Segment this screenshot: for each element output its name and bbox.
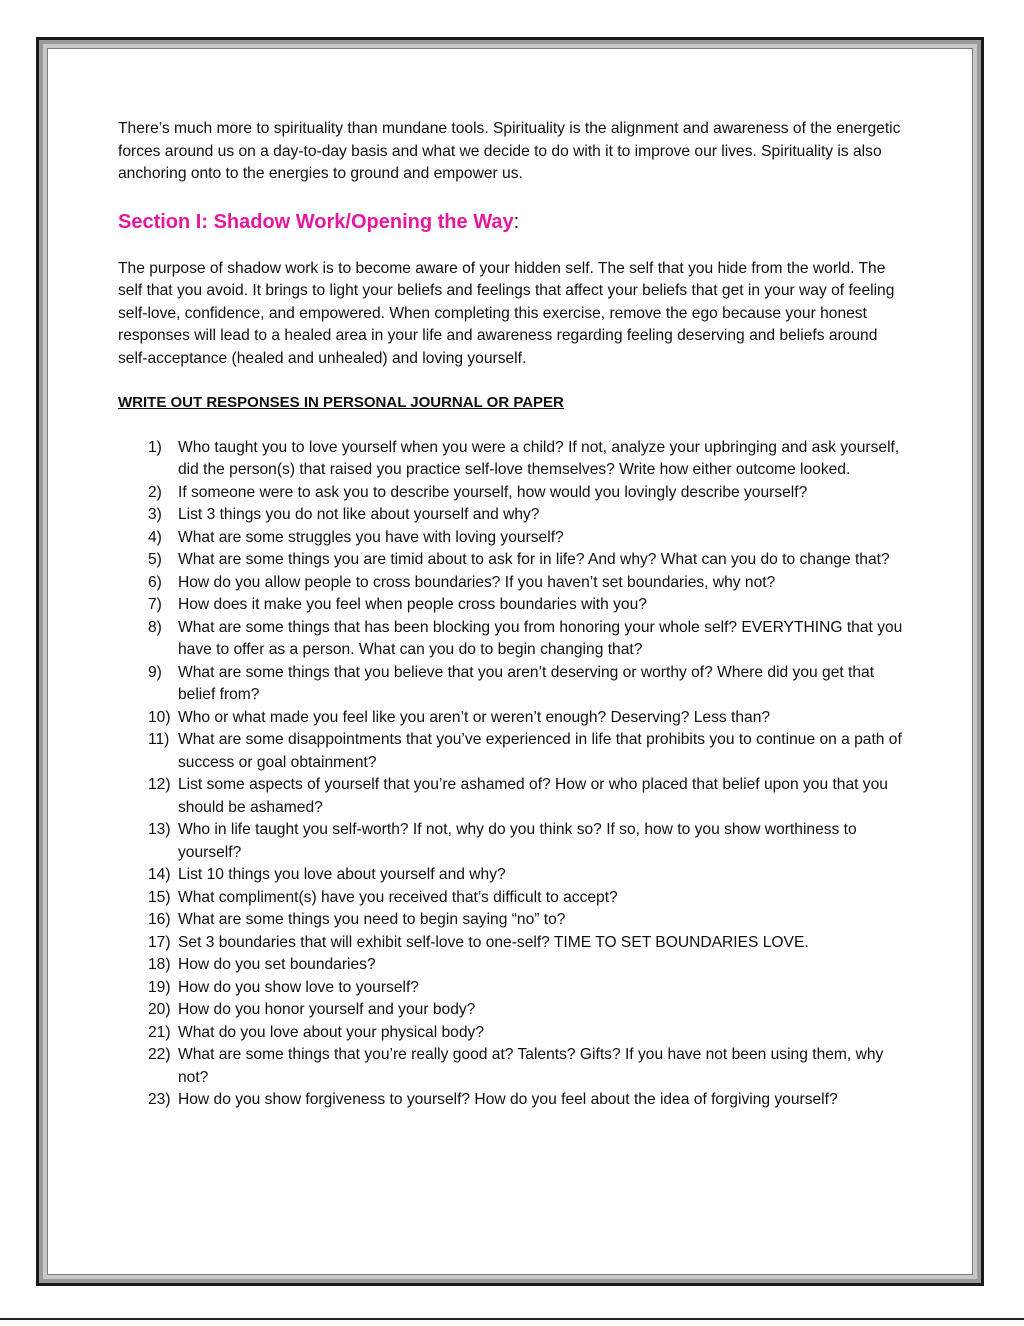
question-text: If someone were to ask you to describe yourself, how would you lovingly describe yourself? bbox=[178, 483, 808, 501]
intro-paragraph: There’s much more to spirituality than mundane tools. Spirituality is the alignment and awareness of the energetic forces around us on a day-to-day basis and what we decide to do with it to improve our lives. Spirituality is also anchoring onto to the energies to ground and empower us. bbox=[118, 120, 901, 182]
question-item bbox=[148, 1044, 908, 1089]
question-number: 14) bbox=[148, 866, 171, 883]
question-item bbox=[148, 437, 908, 482]
bottom-divider bbox=[0, 1318, 1024, 1320]
question-text: What are some things that you’re really good at? Talents? Gifts? If you have not been using them, why not? bbox=[178, 1046, 884, 1086]
question-text: What are some things that has been blocking you from honoring your whole self? EVERYTHING that you have to offer as a person. What can you do to begin changing that? bbox=[178, 618, 903, 658]
instruction-heading: WRITE OUT RESPONSES IN PERSONAL JOURNAL OR PAPER bbox=[118, 394, 564, 411]
question-item bbox=[148, 482, 908, 505]
question-item bbox=[148, 662, 908, 707]
question-text: What are some struggles you have with loving yourself? bbox=[178, 528, 564, 546]
question-number: 2) bbox=[148, 483, 162, 501]
question-text: Who or what made you feel like you aren’t or weren’t enough? Deserving? Less than? bbox=[178, 708, 771, 726]
question-item bbox=[148, 594, 908, 617]
question-item bbox=[148, 932, 908, 955]
question-number: 7) bbox=[148, 596, 162, 613]
question-text: Who taught you to love yourself when you were a child? If not, analyze your upbringing and ask yourself, did the person(s) that raised you practice self-love themselves? Write how either outcome looked. bbox=[178, 438, 900, 478]
question-item bbox=[148, 954, 908, 977]
question-text: What are some things you are timid about to ask for in life? And why? What can you do to change that? bbox=[178, 551, 890, 568]
question-number: 6) bbox=[148, 573, 162, 591]
question-item bbox=[148, 999, 908, 1022]
question-text: List 10 things you love about yourself and why? bbox=[178, 866, 506, 883]
section-paragraph: The purpose of shadow work is to become aware of your hidden self. The self that you hide from the world. The self that you avoid. It brings to light your beliefs and feelings that affect your beliefs that get in your way of feeling self-love, confidence, and empowered. When completing this exercise, remove the ego because your honest responses will lead to a healed area in your life and awareness regarding feeling deserving and beliefs around self-acceptance (healed and unhealed) and loving yourself. bbox=[118, 259, 895, 367]
question-number: 22) bbox=[148, 1046, 171, 1063]
question-number: 20) bbox=[148, 1001, 171, 1018]
question-item bbox=[148, 977, 908, 1000]
question-number: 5) bbox=[148, 551, 162, 568]
question-number: 15) bbox=[148, 888, 171, 906]
question-number: 23) bbox=[148, 1091, 171, 1108]
question-number: 1) bbox=[148, 438, 162, 456]
section-title-colon: : bbox=[513, 210, 520, 233]
question-text: How do you set boundaries? bbox=[178, 956, 376, 973]
question-number: 4) bbox=[148, 528, 162, 546]
question-text: How does it make you feel when people cross boundaries with you? bbox=[178, 596, 647, 613]
question-text: Set 3 boundaries that will exhibit self-love to one-self? TIME TO SET BOUNDARIES LOVE. bbox=[178, 933, 809, 951]
question-number: 17) bbox=[148, 933, 171, 951]
question-item bbox=[148, 707, 908, 730]
question-item bbox=[148, 504, 908, 527]
question-text: Who in life taught you self-worth? If not, why do you think so? If so, how to you show worthiness to yourself? bbox=[178, 821, 857, 861]
question-number: 9) bbox=[148, 663, 162, 681]
section-title-text: Section I: Shadow Work/Opening the Way bbox=[118, 210, 514, 233]
question-text: List 3 things you do not like about yourself and why? bbox=[178, 506, 540, 523]
question-item bbox=[148, 549, 908, 572]
question-number: 13) bbox=[148, 821, 171, 838]
question-text: What are some disappointments that you’ve experienced in life that prohibits you to continue on a path of success or goal obtainment? bbox=[178, 731, 902, 771]
question-item bbox=[148, 527, 908, 550]
question-item bbox=[148, 1022, 908, 1045]
question-number: 3) bbox=[148, 506, 162, 523]
question-text: What are some things that you believe that you aren’t deserving or worthy of? Where did you get that belief from? bbox=[178, 663, 875, 703]
question-number: 16) bbox=[148, 911, 171, 928]
question-item bbox=[148, 774, 908, 819]
question-text: How do you allow people to cross boundaries? If you haven’t set boundaries, why not? bbox=[178, 573, 776, 591]
question-text: How do you honor yourself and your body? bbox=[178, 1001, 476, 1018]
question-number: 18) bbox=[148, 956, 171, 973]
question-item bbox=[148, 1089, 908, 1112]
question-number: 10) bbox=[148, 708, 171, 726]
question-text: List some aspects of yourself that you’re ashamed of? How or who placed that belief upon you that you should be ashamed? bbox=[178, 776, 888, 816]
question-text: How do you show forgiveness to yourself? How do you feel about the idea of forgiving yourself? bbox=[178, 1091, 838, 1108]
document-content bbox=[118, 118, 908, 1112]
question-number: 8) bbox=[148, 618, 162, 636]
question-text: How do you show love to yourself? bbox=[178, 978, 419, 996]
question-item bbox=[148, 729, 908, 774]
question-item bbox=[148, 887, 908, 910]
question-number: 19) bbox=[148, 978, 171, 996]
question-text: What do you love about your physical body? bbox=[178, 1023, 484, 1041]
question-list bbox=[118, 437, 908, 1112]
question-item bbox=[148, 909, 908, 932]
section-title bbox=[118, 208, 908, 236]
question-text: What are some things you need to begin saying “no” to? bbox=[178, 911, 566, 928]
question-item bbox=[148, 864, 908, 887]
question-item bbox=[148, 617, 908, 662]
question-number: 11) bbox=[148, 731, 170, 748]
question-text: What compliment(s) have you received that’s difficult to accept? bbox=[178, 888, 618, 906]
question-number: 21) bbox=[148, 1023, 171, 1041]
question-item bbox=[148, 819, 908, 864]
question-item bbox=[148, 572, 908, 595]
question-number: 12) bbox=[148, 776, 171, 793]
